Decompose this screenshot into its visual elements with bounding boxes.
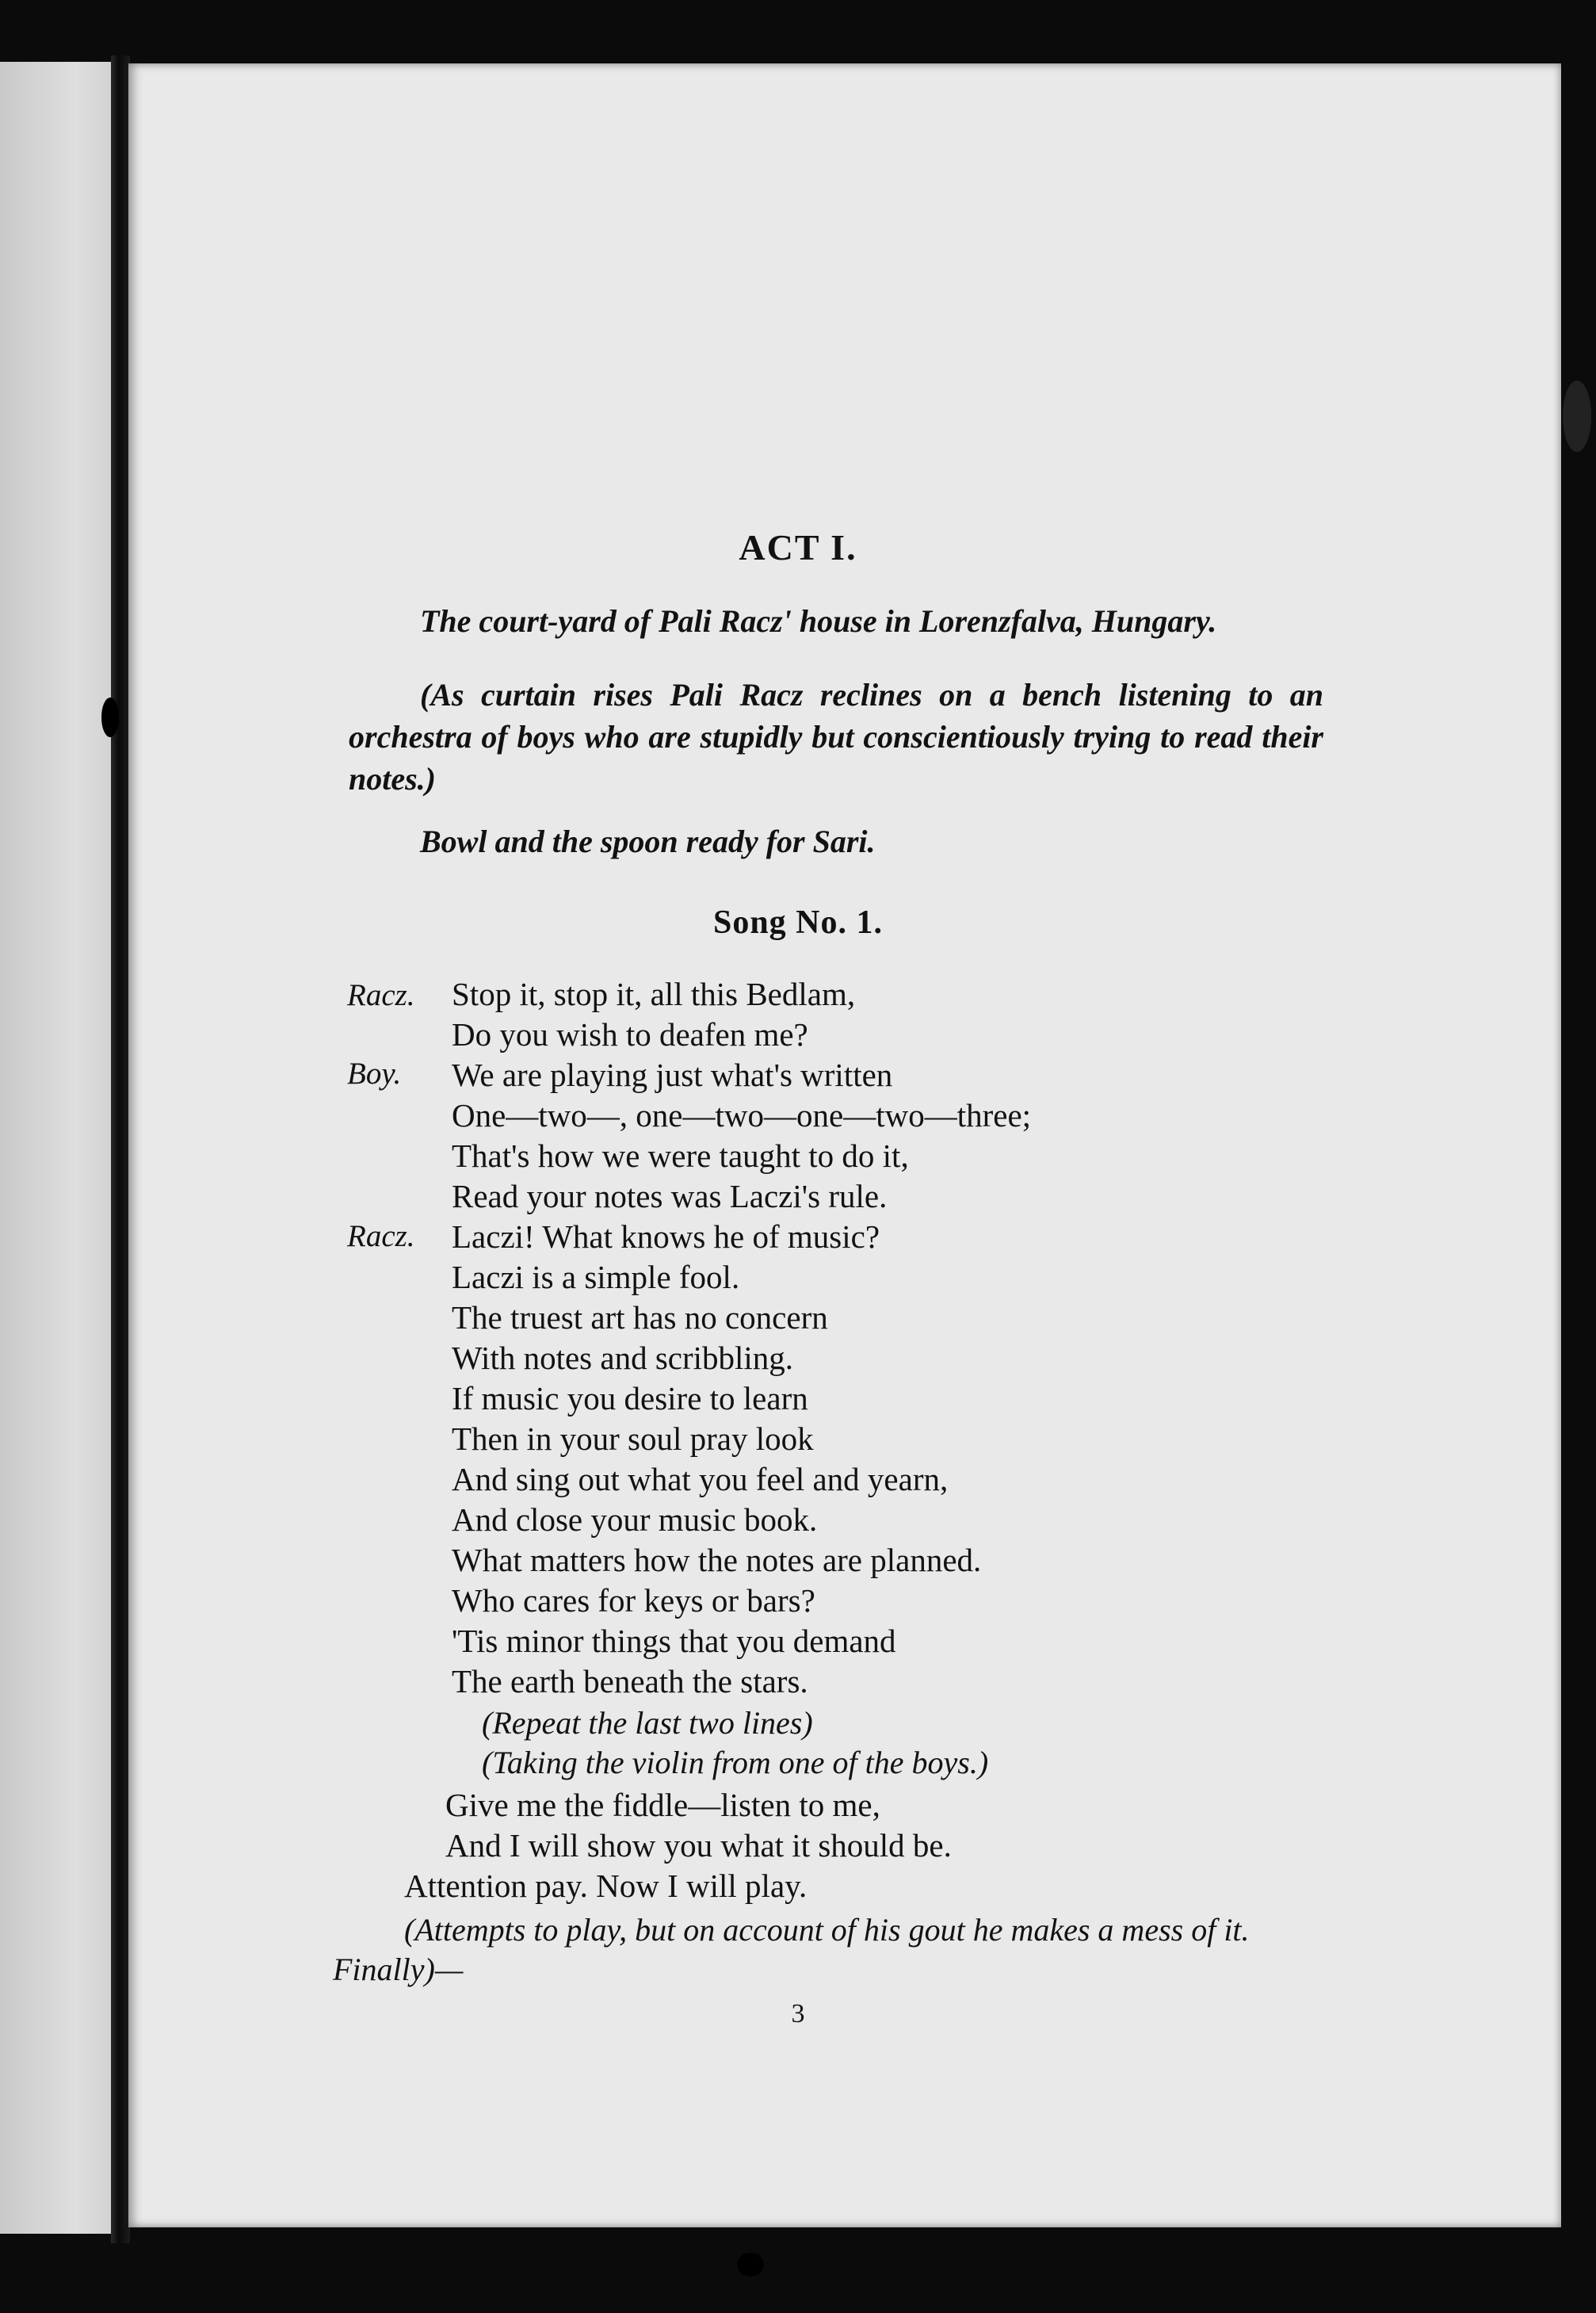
lyric-line: What matters how the notes are planned. [452,1542,982,1578]
lyric-line: 'Tis minor things that you demand [452,1623,896,1659]
opening-direction-text: (As curtain rises Pali Racz reclines on a bench listening to an orchestra of boys who are stupidly but conscientiously trying to read their notes.) [349,677,1323,797]
scan-blot-bottom [737,2253,764,2277]
lyric-line: And I will show you what it should be. [445,1827,952,1864]
page-number: 3 [791,1999,805,2028]
lyric-line: Do you wish to deafen me? [452,1016,808,1053]
closing-stage-direction [333,1910,1315,1990]
lyric-line: One—two—, one—two—one—two—three; [452,1097,1032,1134]
lyric-line: If music you desire to learn [452,1380,808,1416]
lyric-line: With notes and scribbling. [452,1340,794,1376]
lyric-line: We are playing just what's written [452,1057,893,1093]
closing-direction-text: (Attempts to play, but on account of his gout he makes a mess of it. Finally)— [333,1912,1250,1987]
book-gutter [111,55,130,2243]
lyric-line: Attention pay. Now I will play. [404,1868,808,1904]
lyric-line: That's how we were taught to do it, [452,1137,909,1174]
opening-stage-direction [349,674,1323,800]
lyric-line: Read your notes was Laczi's rule. [452,1178,888,1214]
scan-blot-right [1563,380,1591,452]
lyric-line: The truest art has no concern [452,1299,828,1336]
lyric-line: And sing out what you feel and yearn, [452,1461,949,1497]
lyric-line: Laczi! What knows he of music? [452,1218,880,1255]
speaker-boy: Boy. [347,1057,402,1091]
stage-direction-taking-violin: (Taking the violin from one of the boys.) [482,1745,989,1780]
act-title: ACT I. [739,527,857,568]
scan-blot-left [101,698,119,737]
lyric-line: Give me the fiddle—listen to me, [445,1787,880,1823]
lyric-line: Who cares for keys or bars? [452,1582,815,1619]
lyric-line: And close your music book. [452,1501,818,1538]
prop-note: Bowl and the spoon ready for Sari. [420,824,876,859]
lyric-line: Then in your soul pray look [452,1420,814,1457]
lyric-line: Stop it, stop it, all this Bedlam, [452,976,856,1012]
speaker-racz: Racz. [347,978,415,1012]
stage-direction-repeat: (Repeat the last two lines) [482,1705,813,1741]
song-title: Song No. 1. [712,904,884,941]
setting-line: The court-yard of Pali Racz' house in Lorenzfalva, Hungary. [420,603,1217,639]
lyric-line: The earth beneath the stars. [452,1663,808,1699]
lyric-line: Laczi is a simple fool. [452,1259,740,1295]
facing-page-edge [0,62,125,2234]
speaker-racz: Racz. [347,1219,415,1253]
